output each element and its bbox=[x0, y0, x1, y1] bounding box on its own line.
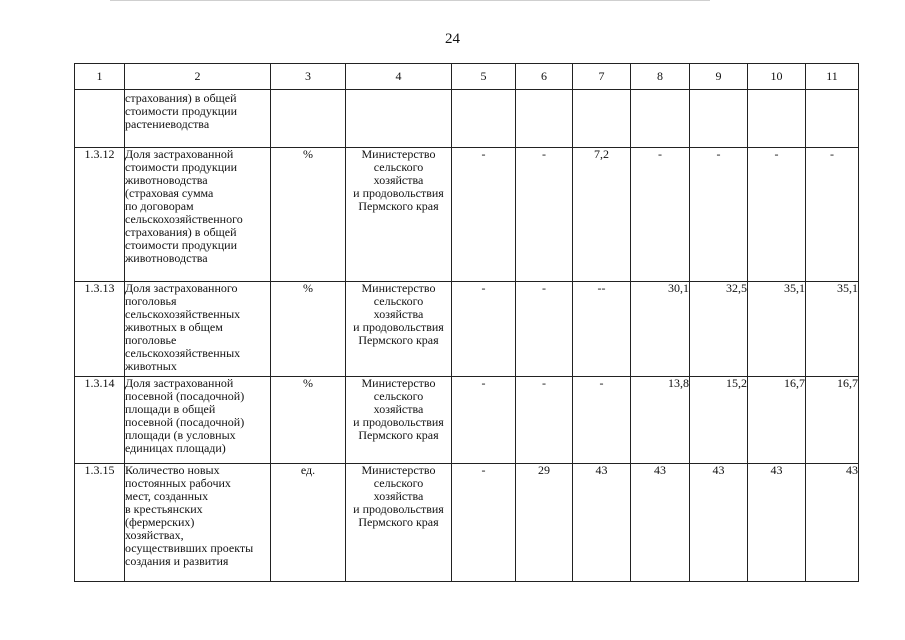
value-col8: - bbox=[631, 148, 690, 282]
indicator-unit: % bbox=[271, 148, 346, 282]
value-col11: 16,7 bbox=[806, 377, 859, 464]
value-cell bbox=[631, 90, 690, 148]
value-col6: - bbox=[516, 282, 573, 377]
value-cell bbox=[690, 90, 748, 148]
table-row bbox=[75, 282, 859, 377]
header-cell: 4 bbox=[346, 64, 452, 90]
header-cell: 11 bbox=[806, 64, 859, 90]
value-col5: - bbox=[452, 282, 516, 377]
value-col9: 15,2 bbox=[690, 377, 748, 464]
value-col11: 43 bbox=[806, 464, 859, 582]
indicator-executor: Министерство сельского хозяйства и продовольствия Пермского края bbox=[346, 148, 452, 282]
header-cell: 9 bbox=[690, 64, 748, 90]
value-col7: 43 bbox=[573, 464, 631, 582]
value-cell bbox=[748, 90, 806, 148]
value-col11: 35,1 bbox=[806, 282, 859, 377]
value-cell bbox=[516, 90, 573, 148]
value-col10: - bbox=[748, 148, 806, 282]
value-col7: 7,2 bbox=[573, 148, 631, 282]
table-row bbox=[75, 377, 859, 464]
indicator-code: 1.3.14 bbox=[75, 377, 125, 464]
indicator-name: страхования) в общей стоимости продукции растениеводства bbox=[125, 90, 271, 148]
header-cell: 3 bbox=[271, 64, 346, 90]
indicator-name: Доля застрахованного поголовья сельскохозяйственных животных в общем поголовье сельскохозяйственных животных bbox=[125, 282, 271, 377]
value-col10: 43 bbox=[748, 464, 806, 582]
executor-cell bbox=[346, 90, 452, 148]
value-col5: - bbox=[452, 377, 516, 464]
table-row-continuation bbox=[75, 90, 859, 148]
page-top-edge bbox=[110, 0, 710, 1]
indicator-unit: % bbox=[271, 377, 346, 464]
value-col7: - bbox=[573, 377, 631, 464]
value-col8: 43 bbox=[631, 464, 690, 582]
table-row bbox=[75, 464, 859, 582]
header-cell: 10 bbox=[748, 64, 806, 90]
value-col9: 32,5 bbox=[690, 282, 748, 377]
indicator-executor: Министерство сельского хозяйства и продовольствия Пермского края bbox=[346, 377, 452, 464]
table-row bbox=[75, 148, 859, 282]
header-row bbox=[75, 64, 859, 90]
value-col5: - bbox=[452, 464, 516, 582]
header-cell: 1 bbox=[75, 64, 125, 90]
value-col9: - bbox=[690, 148, 748, 282]
value-col8: 30,1 bbox=[631, 282, 690, 377]
value-col6: 29 bbox=[516, 464, 573, 582]
value-col11: - bbox=[806, 148, 859, 282]
value-col6: - bbox=[516, 148, 573, 282]
header-cell: 6 bbox=[516, 64, 573, 90]
header-cell: 2 bbox=[125, 64, 271, 90]
indicator-code: 1.3.12 bbox=[75, 148, 125, 282]
value-col7: -- bbox=[573, 282, 631, 377]
header-cell: 8 bbox=[631, 64, 690, 90]
indicator-code: 1.3.13 bbox=[75, 282, 125, 377]
value-col10: 16,7 bbox=[748, 377, 806, 464]
value-col8: 13,8 bbox=[631, 377, 690, 464]
indicator-unit: % bbox=[271, 282, 346, 377]
value-cell bbox=[573, 90, 631, 148]
value-col9: 43 bbox=[690, 464, 748, 582]
indicator-unit: ед. bbox=[271, 464, 346, 582]
indicator-name: Доля застрахованной посевной (посадочной) площади в общей посевной (посадочной) площади (в условных единицах площади) bbox=[125, 377, 271, 464]
indicator-name: Количество новых постоянных рабочих мест, созданных в крестьянских (фермерских) хозяйствах, осуществивших проекты создания и развития bbox=[125, 464, 271, 582]
indicators-table bbox=[74, 63, 859, 582]
indicator-code: 1.3.15 bbox=[75, 464, 125, 582]
header-cell: 7 bbox=[573, 64, 631, 90]
indicator-executor: Министерство сельского хозяйства и продовольствия Пермского края bbox=[346, 464, 452, 582]
value-cell bbox=[452, 90, 516, 148]
indicator-name: Доля застрахованной стоимости продукции животноводства (страховая сумма по договорам сельскохозяйственного страхования) в общей стоимости продукции животноводства bbox=[125, 148, 271, 282]
indicator-executor: Министерство сельского хозяйства и продовольствия Пермского края bbox=[346, 282, 452, 377]
value-col5: - bbox=[452, 148, 516, 282]
value-col6: - bbox=[516, 377, 573, 464]
value-col10: 35,1 bbox=[748, 282, 806, 377]
page-number: 24 bbox=[445, 31, 460, 47]
code-cell bbox=[75, 90, 125, 148]
header-cell: 5 bbox=[452, 64, 516, 90]
unit-cell bbox=[271, 90, 346, 148]
value-cell bbox=[806, 90, 859, 148]
